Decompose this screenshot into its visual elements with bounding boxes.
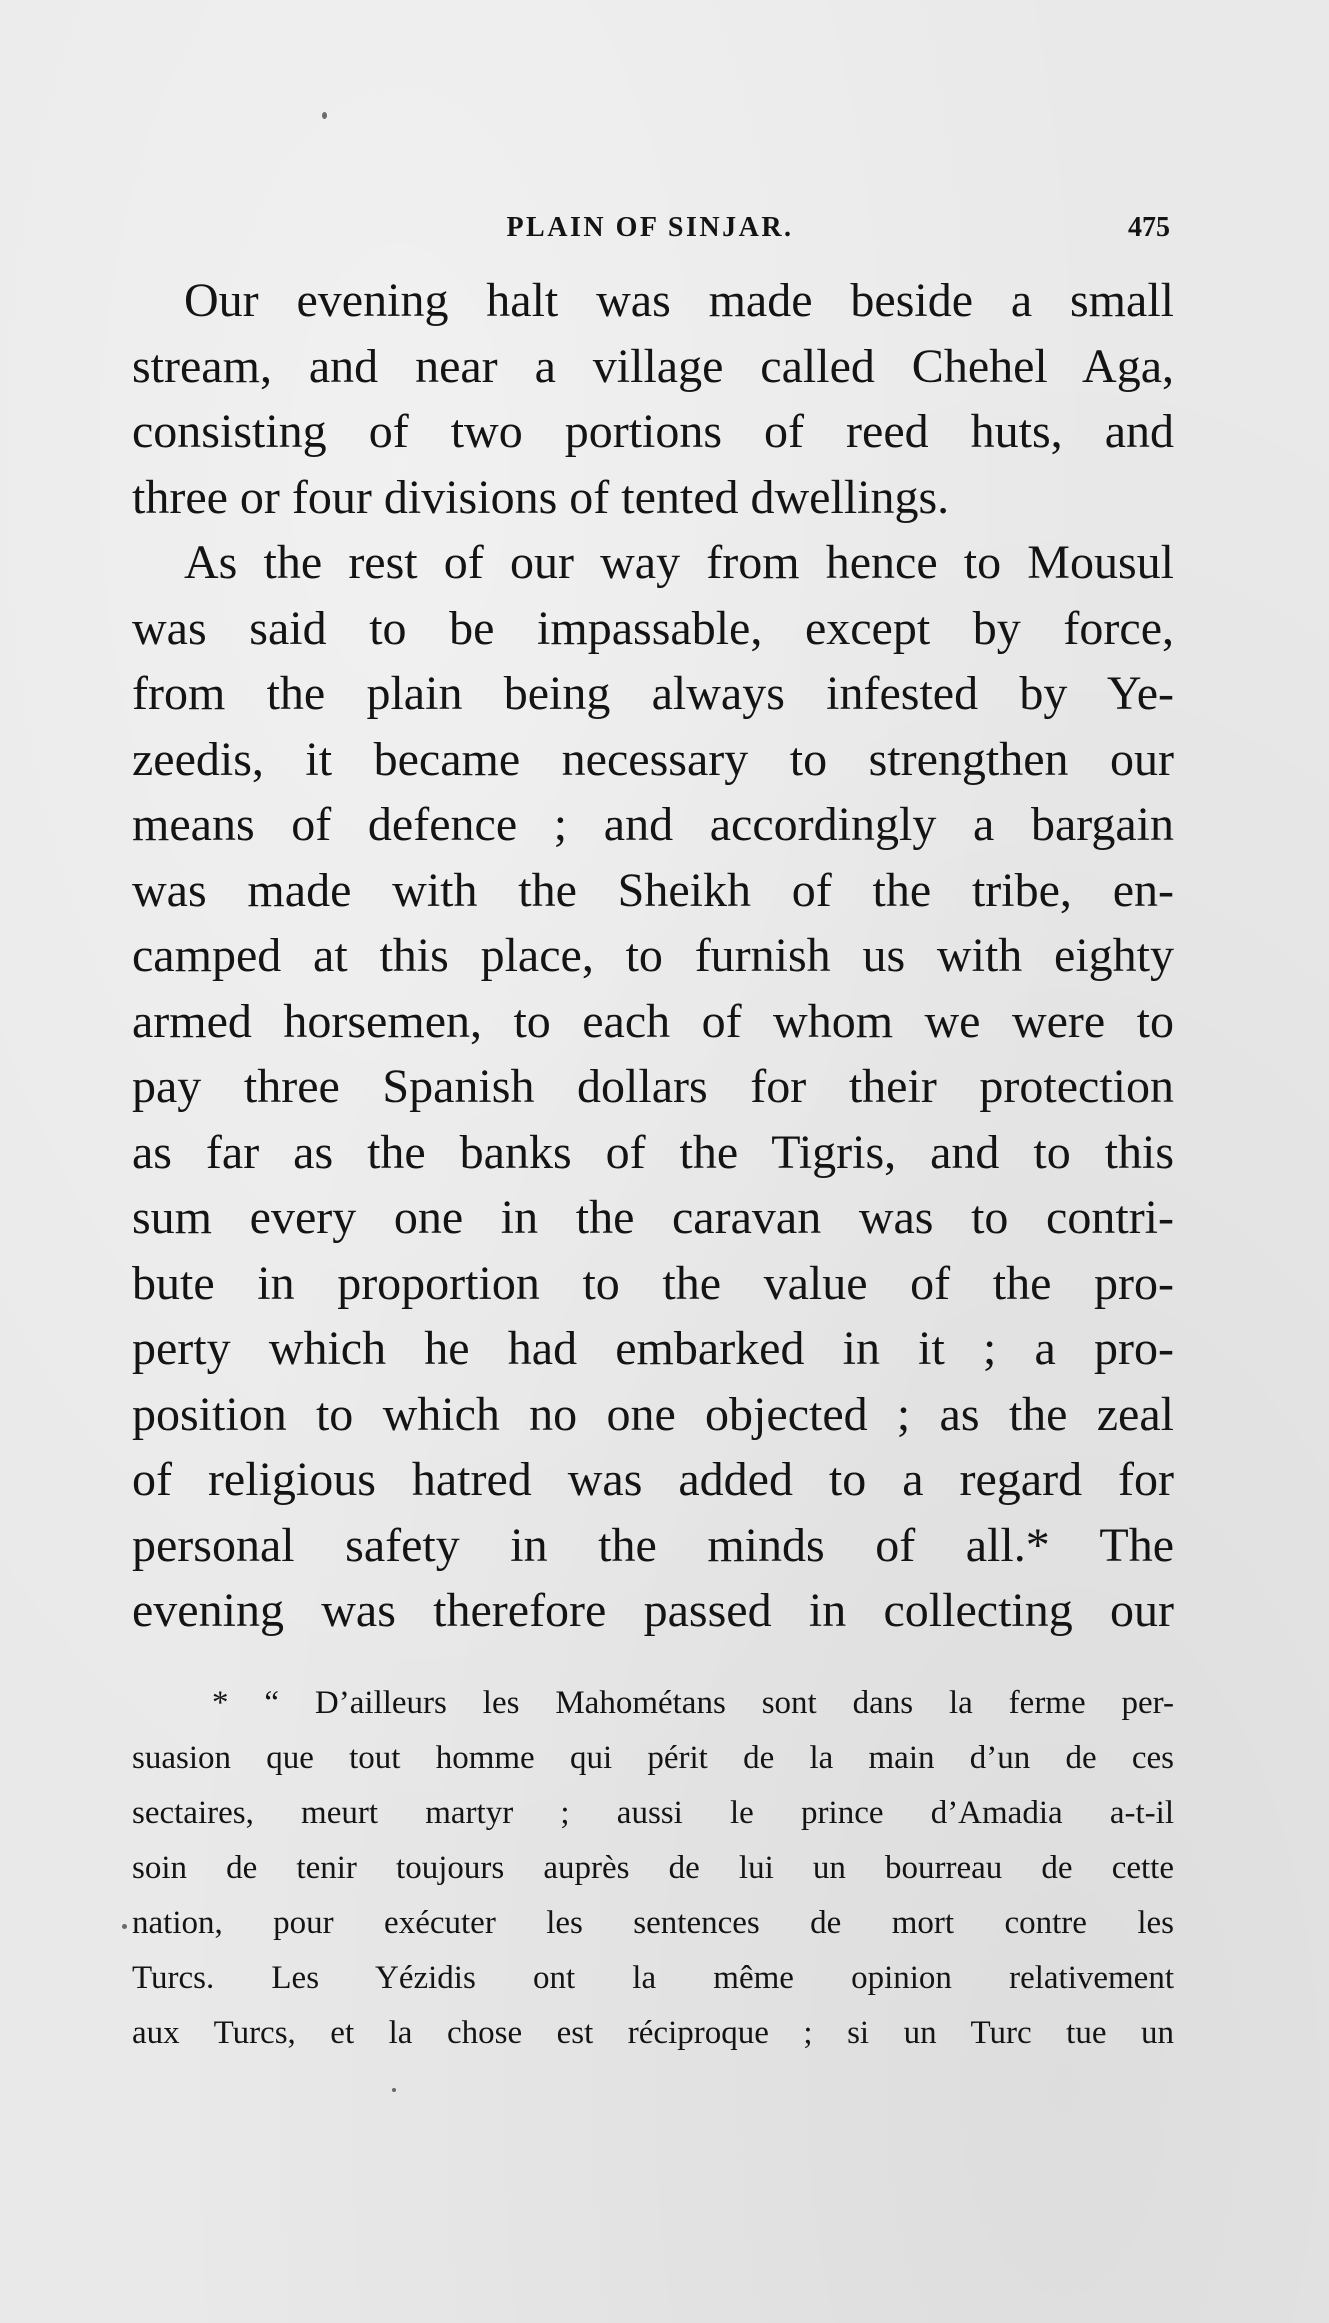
text-line: position to which no one objected ; as the zeal — [132, 1387, 1174, 1441]
text-line: consisting of two portions of reed huts, and — [132, 405, 1174, 458]
print-speck — [392, 2088, 396, 2092]
footnote-line: Turcs. Les Yézidis ont la même opinion relativement — [132, 1960, 1174, 1996]
text-line: means of defence ; and accordingly a bargain — [132, 798, 1174, 851]
text-line: was made with the Sheikh of the tribe, en- — [132, 863, 1174, 917]
footnote-line: suasion que tout homme qui périt de la main d’un de ces — [132, 1740, 1174, 1776]
text-line: bute in proportion to the value of the pro- — [132, 1256, 1174, 1310]
text-line: three or four divisions of tented dwellings. — [132, 470, 950, 524]
footnote-line: sectaires, meurt martyr ; aussi le prince d’Amadia a-t-il — [132, 1795, 1174, 1831]
text-line: Our evening halt was made beside a small — [184, 274, 1174, 327]
text-line: armed horsemen, to each of whom we were to — [132, 994, 1174, 1048]
text-line: stream, and near a village called Chehel Aga, — [132, 339, 1174, 393]
footnote-line: aux Turcs, et la chose est réciproque ; si un Turc tue un — [132, 2015, 1174, 2051]
text-line: sum every one in the caravan was to contri- — [132, 1191, 1174, 1244]
footnote — [132, 1676, 1174, 2061]
text-line: as far as the banks of the Tigris, and to this — [132, 1125, 1174, 1179]
running-head — [130, 212, 1170, 252]
running-title: PLAIN OF SINJAR. — [506, 212, 794, 243]
text-line: from the plain being always infested by Ye- — [132, 667, 1174, 720]
text-line: camped at this place, to furnish us with eighty — [132, 929, 1174, 982]
print-speck — [122, 1924, 127, 1929]
text-line: As the rest of our way from hence to Mousul — [184, 536, 1174, 589]
text-line: was said to be impassable, except by force, — [132, 601, 1174, 655]
footnote-line: soin de tenir toujours auprès de lui un bourreau de cette — [132, 1850, 1174, 1886]
main-text — [132, 268, 1174, 1644]
text-line: of religious hatred was added to a regard for — [132, 1453, 1174, 1506]
text-line: perty which he had embarked in it ; a pro- — [132, 1322, 1174, 1375]
footnote-line: * “ D’ailleurs les Mahométans sont dans la ferme per- — [212, 1685, 1174, 1721]
text-line: pay three Spanish dollars for their protection — [132, 1060, 1174, 1113]
page-number: 475 — [1128, 212, 1170, 243]
text-line: zeedis, it became necessary to strengthen our — [132, 732, 1174, 786]
text-line: personal safety in the minds of all.* The — [132, 1518, 1174, 1572]
text-line: evening was therefore passed in collecting our — [132, 1584, 1174, 1637]
footnote-line: nation, pour exécuter les sentences de mort contre les — [132, 1905, 1174, 1941]
print-speck — [322, 112, 327, 119]
